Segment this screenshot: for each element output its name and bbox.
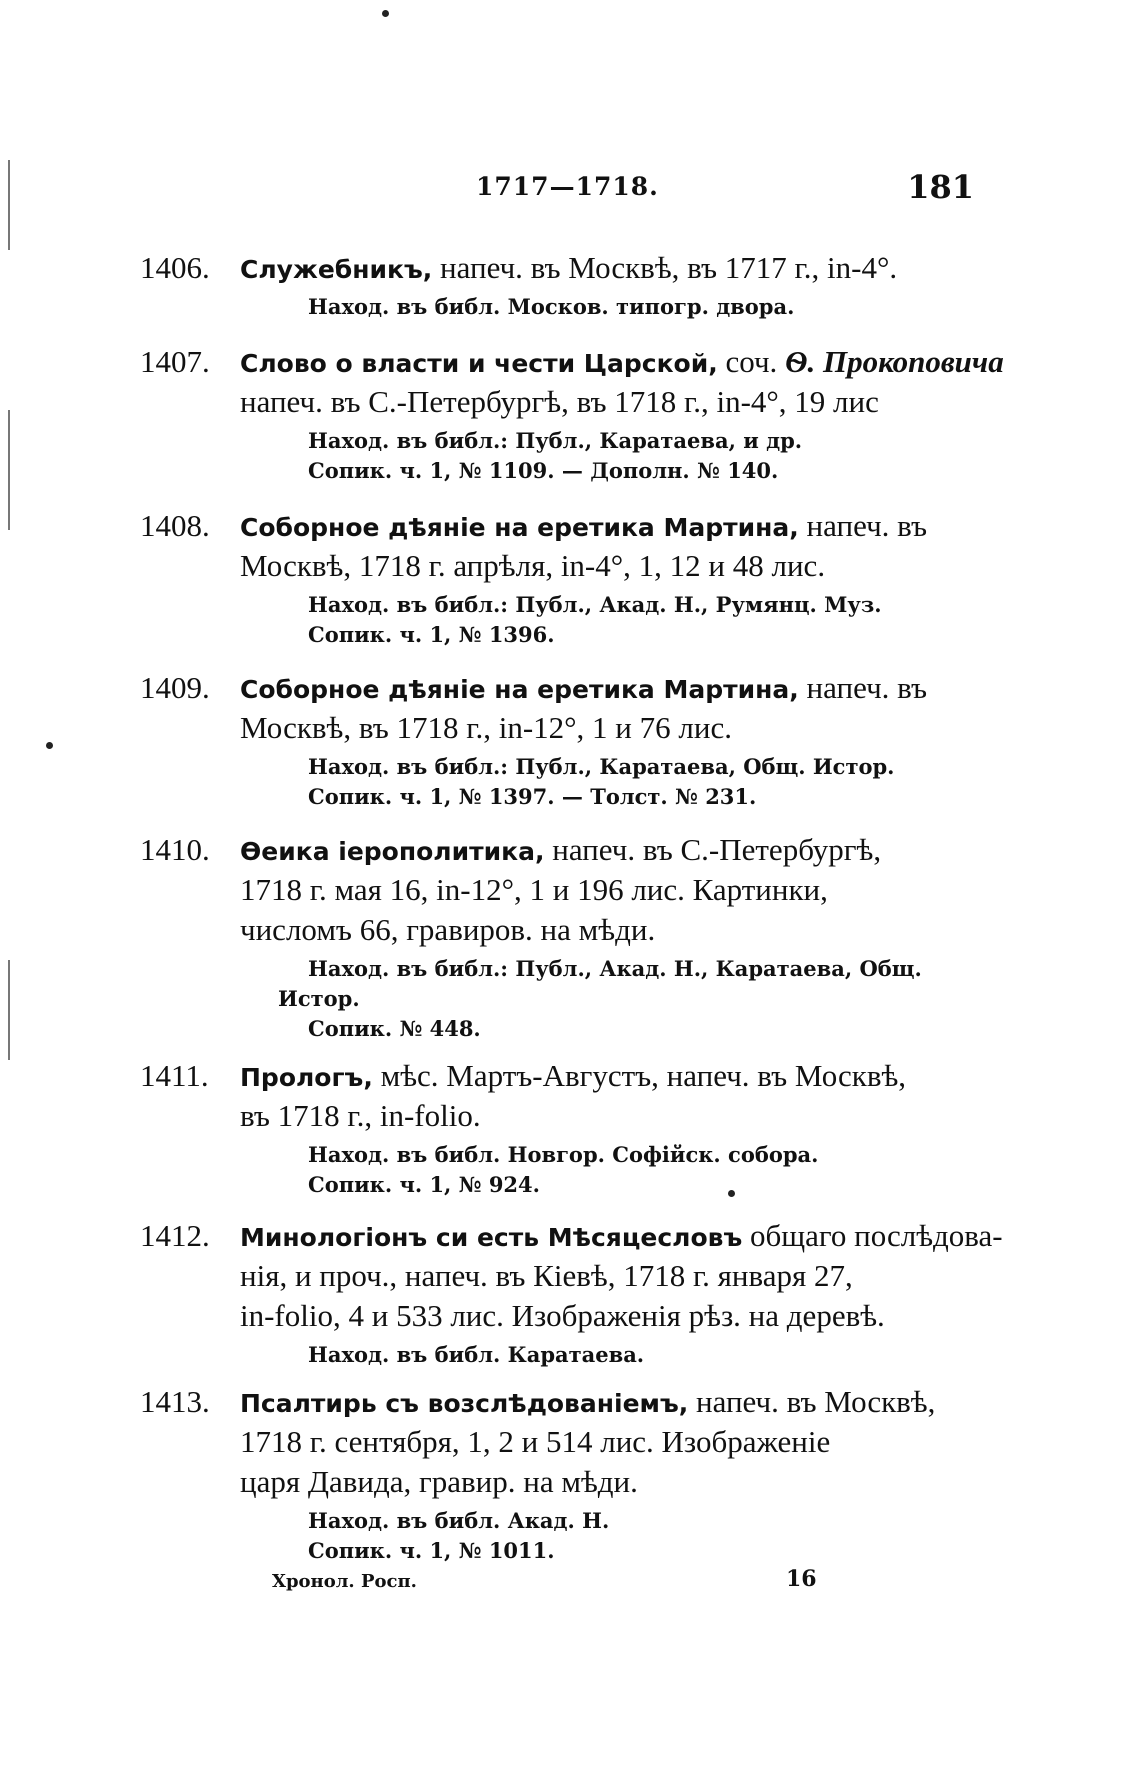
running-title: 1717—1718.: [476, 172, 659, 201]
entry-line: напеч. въ С.-Петербургѣ, въ 1718 г., in-4°, 19 лис: [240, 384, 879, 419]
entry-line: [240, 832, 881, 868]
entry-note: Наход. въ библ.: Публ., Акад. Н., Румянц. Муз.: [308, 592, 882, 617]
entry-text: напеч. въ С.-Петербургѣ,: [544, 832, 882, 867]
entry-text: общаго послѣдова-: [742, 1218, 1003, 1253]
entry-line: [240, 1218, 1003, 1254]
entry-note: Наход. въ библ.: Публ., Каратаева, и др.: [308, 428, 803, 453]
entry-line: Москвѣ, въ 1718 г., in-12°, 1 и 76 лис.: [240, 710, 732, 745]
entry-number: 1412.: [140, 1218, 210, 1253]
entry-line: числомъ 66, гравиров. на мѣди.: [240, 912, 656, 947]
signature-number: 16: [786, 1566, 817, 1592]
entry-note: Сопик. ч. 1, № 924.: [308, 1172, 540, 1197]
entry-title: Прологъ,: [240, 1063, 373, 1092]
entry-line: царя Давида, гравир. на мѣди.: [240, 1464, 638, 1499]
entry-number: 1407.: [140, 344, 210, 379]
entry-number: 1410.: [140, 832, 210, 867]
entry-title: Минологіонъ си есть Мѣсяцесловъ: [240, 1223, 743, 1252]
entry-title: Служебникъ,: [240, 255, 433, 284]
entry-note: Сопик. ч. 1, № 1109. — Дополн. № 140.: [308, 458, 779, 483]
entry-note: Наход. въ библ. Москов. типогр. двора.: [308, 294, 795, 319]
entry-line: [240, 250, 897, 286]
page-number: 181: [907, 168, 974, 206]
entry-text: напеч. въ: [798, 670, 928, 705]
entry-text: напеч. въ: [798, 508, 928, 543]
entry-number: 1409.: [140, 670, 210, 705]
entry-note: Наход. въ библ.: Публ., Акад. Н., Каратаева, Общ.: [308, 956, 922, 981]
entry-line: [240, 1058, 906, 1094]
ink-speck: [728, 1190, 735, 1197]
entry-note: Наход. въ библ. Новгор. Софійск. собора.: [308, 1142, 819, 1167]
entry-title: Слово о власти и чести Царской,: [240, 349, 718, 378]
entry-title: Соборное дѣяніе на еретика Мартина,: [240, 675, 799, 704]
entry-line: нія, и проч., напеч. въ Кіевѣ, 1718 г. января 27,: [240, 1258, 853, 1293]
scan-edge-mark: [8, 960, 10, 1060]
entry-line: Москвѣ, 1718 г. апрѣля, in-4°, 1, 12 и 48 лис.: [240, 548, 826, 583]
entry-title: Соборное дѣяніе на еретика Мартина,: [240, 513, 799, 542]
entry-note: Наход. въ библ. Акад. Н.: [308, 1508, 610, 1533]
entry-line: [240, 344, 1004, 380]
entry-title: Псалтирь съ возслѣдованіемъ,: [240, 1389, 689, 1418]
entry-text: напеч. въ Москвѣ,: [688, 1384, 936, 1419]
entry-line: [240, 508, 927, 544]
entry-line: 1718 г. сентября, 1, 2 и 514 лис. Изображеніе: [240, 1424, 831, 1459]
scan-edge-mark: [8, 160, 10, 250]
entry-text: напеч. въ Москвѣ, въ 1717 г., in-4°.: [432, 250, 898, 285]
entry-line: [240, 670, 927, 706]
entry-number: 1411.: [140, 1058, 209, 1093]
entry-line: 1718 г. мая 16, in-12°, 1 и 196 лис. Картинки,: [240, 872, 828, 907]
entry-note: Сопик. ч. 1, № 1396.: [308, 622, 555, 647]
entry-author: Ѳ. Прокоповича: [785, 344, 1004, 379]
entry-line: въ 1718 г., in-folio.: [240, 1098, 481, 1133]
entry-note: Сопик. № 448.: [308, 1016, 481, 1041]
ink-speck: [382, 10, 389, 17]
running-header: [140, 168, 980, 208]
entry-text: соч.: [717, 344, 786, 379]
entry-line: [240, 1384, 935, 1420]
entry-note: Истор.: [278, 986, 360, 1011]
entry-number: 1406.: [140, 250, 210, 285]
scan-edge-mark: [8, 410, 10, 530]
ink-speck: [46, 742, 53, 749]
entry-note: Сопик. ч. 1, № 1397. — Толст. № 231.: [308, 784, 757, 809]
entry-note: Наход. въ библ.: Публ., Каратаева, Общ. Истор.: [308, 754, 895, 779]
entry-title: Ѳеика іерополитика,: [240, 837, 545, 866]
entry-line: in-folio, 4 и 533 лис. Изображенія рѣз. на деревѣ.: [240, 1298, 885, 1333]
entry-number: 1413.: [140, 1384, 210, 1419]
entry-number: 1408.: [140, 508, 210, 543]
entry-text: мѣс. Мартъ-Августъ, напеч. въ Москвѣ,: [372, 1058, 907, 1093]
entry-note: Наход. въ библ. Каратаева.: [308, 1342, 645, 1367]
signature-title: Хронол. Росп.: [272, 1571, 417, 1592]
entry-note: Сопик. ч. 1, № 1011.: [308, 1538, 555, 1563]
